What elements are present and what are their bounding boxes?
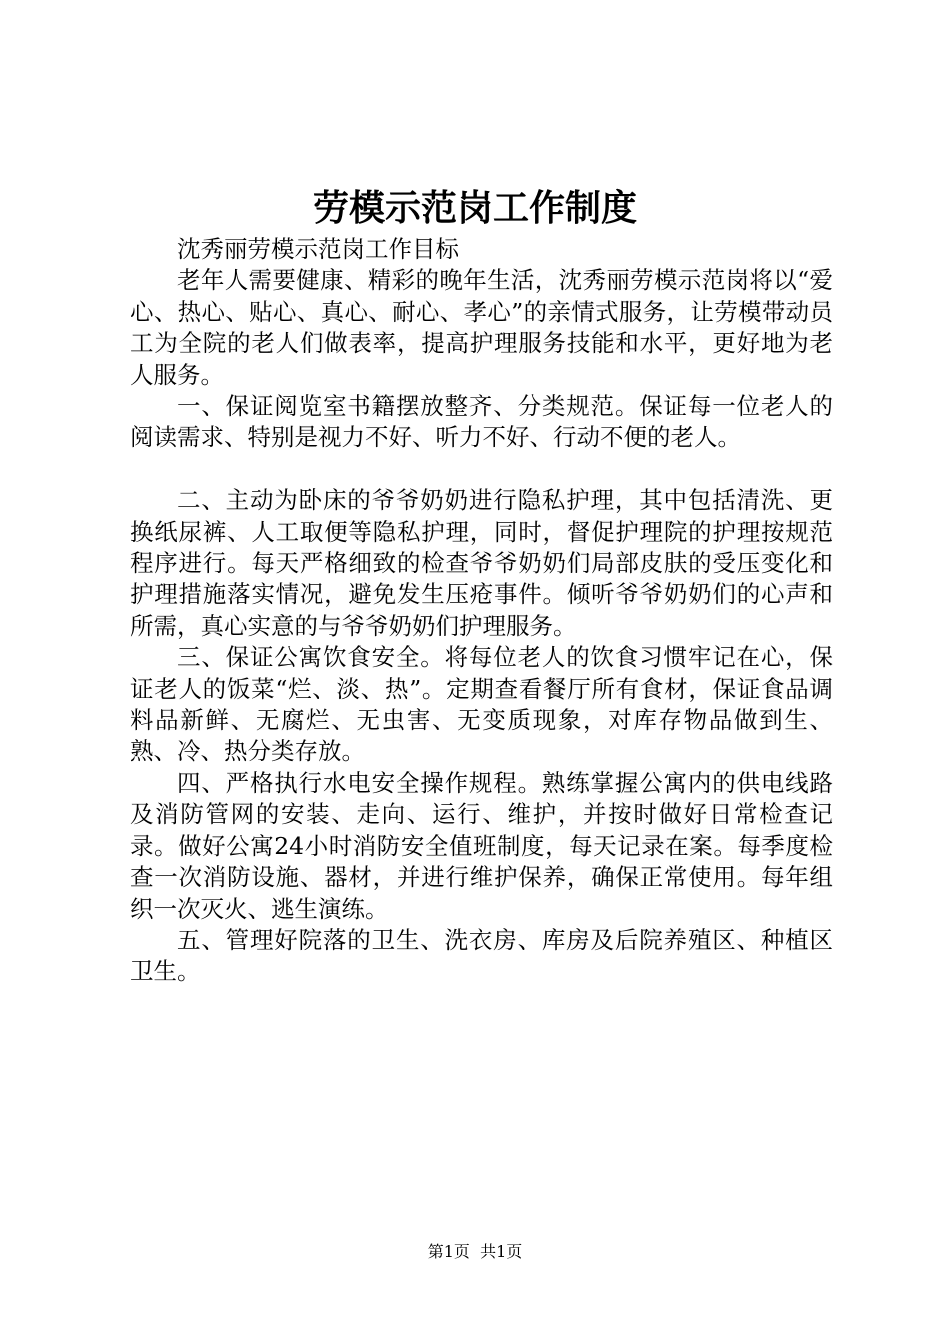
paragraph-intro: 老年人需要健康、精彩的晚年生活，沈秀丽劳模示范岗将以“爱心、热心、贴心、真心、耐心、孝心”的亲情式服务，让劳模带动员工为全院的老人们做表率，提高护理服务技能和水平，更好地为老人服务。 xyxy=(130,266,833,389)
paragraph-item-1: 一、保证阅览室书籍摆放整齐、分类规范。保证每一位老人的阅读需求、特别是视力不好、听力不好、行动不便的老人。 xyxy=(130,392,833,452)
paragraph-item-5: 五、管理好院落的卫生、洗衣房、库房及后院养殖区、种植区卫生。 xyxy=(130,925,833,986)
paragraph-item-3: 三、保证公寓饮食安全。将每位老人的饮食习惯牢记在心，保证老人的饭菜“烂、淡、热”。定期查看餐厅所有食材，保证食品调料品新鲜、无腐烂、无虫害、无变质现象，对库存物品做到生、熟、冷、热分类存放。 xyxy=(130,643,833,766)
page-footer xyxy=(0,1240,950,1264)
paragraph-item-2: 二、主动为卧床的爷爷奶奶进行隐私护理，其中包括清洗、更换纸尿裤、人工取便等隐私护理，同时，督促护理院的护理按规范程序进行。每天严格细致的检查爷爷奶奶们局部皮肤的受压变化和护理措施落实情况，避免发生压疮事件。倾听爷爷奶奶们的心声和所需，真心实意的与爷爷奶奶们护理服务。 xyxy=(130,486,833,640)
page-number: 第1页 xyxy=(427,1242,470,1261)
document-title: 劳模示范岗工作制度 xyxy=(312,187,637,229)
document-body xyxy=(130,234,833,988)
footer-separator xyxy=(470,1242,480,1261)
paragraph-subtitle: 沈秀丽劳模示范岗工作目标 xyxy=(177,235,459,263)
paragraph-item-4: 四、严格执行水电安全操作规程。熟练掌握公寓内的供电线路及消防管网的安装、走向、运行、维护，并按时做好日常检查记录。做好公寓24小时消防安全值班制度，每天记录在案。每季度检查一次消防设施、器材，并进行维护保养，确保正常使用。每年组织一次灭火、逃生演练。 xyxy=(130,768,833,923)
paragraph-spacer xyxy=(130,454,833,485)
page-total: 共1页 xyxy=(480,1242,523,1261)
